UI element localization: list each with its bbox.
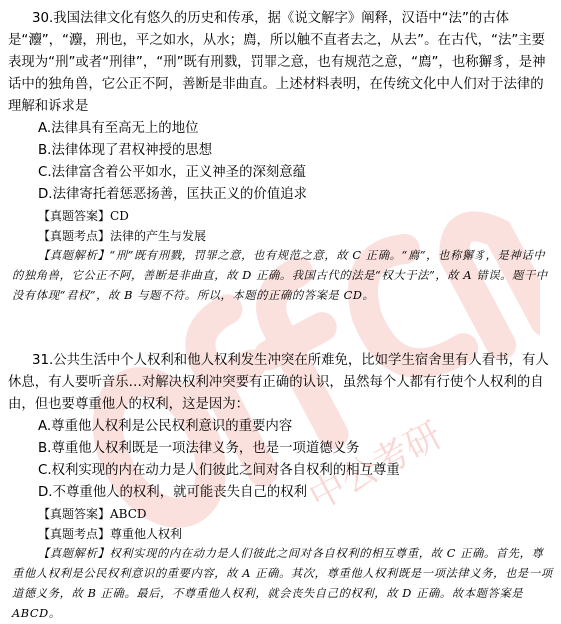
answer-label: 【真题答案】: [38, 209, 111, 223]
question-30-option-c: C.法律富含着公平如水，正义神圣的深刻意蕴: [38, 165, 307, 180]
question-31-answer: [8, 504, 553, 524]
question-31-option-c: C.权利实现的内在动力是人们彼此之间对各自权利的相互尊重: [38, 463, 400, 478]
question-31-option-a: A.尊重他人权利是公民权利意识的重要内容: [38, 419, 293, 434]
question-30-point: [8, 226, 553, 246]
point-value: 法律的产生与发展: [110, 229, 207, 243]
question-30-explanation: [8, 246, 553, 306]
question-31-option-d: D.不尊重他人的权利，就可能丧失自己的权利: [38, 485, 307, 500]
question-30-stem: 30.我国法律文化有悠久的历史和传承，据《说文解字》阐释，汉语中“法”的古体是“灋”，“灋，刑也，平之如水，从水；廌，所以触不直者去之，从去”。在古代，“法”主要表现为“刑”或者“刑律”，“刑”既有刑戮，罚罪之意，也有规范之意，“廌”，也称獬豸，是神话中的独角兽，它公正不阿，善断是非曲直。上述材料表明，在传统文化中人们对于法律的理解和诉求是: [8, 11, 546, 114]
watermark-text: 中公考研: [302, 414, 449, 519]
answer-value: ABCD: [110, 507, 147, 521]
question-30: [8, 8, 553, 306]
question-31-stem: 31.公共生活中个人权利和他人权利发生冲突在所难免，比如学生宿舍里有人看书，有人休息，有人要听音乐…对解决权利冲突要有正确的认识，虽然每个人都有行使个人权利的自由，但也要尊重他人的权利，这是因为：: [8, 353, 549, 412]
explain-label: 【真题解析】: [38, 249, 110, 262]
question-31-option-b: B.尊重他人权利既是一项法律义务，也是一项道德义务: [38, 441, 360, 456]
explain-text: 权利实现的内在动力是人们彼此之间对各自权利的相互尊重，故 C 正确。首先，尊重他人权利是公民权利意识的重要内容，故 A 正确。其次，尊重他人权利既是一项法律义务，也是一项道德义务，故 B 正确。最后，不尊重他人权利，就会丧失自己的权利，故 D 正确。故本题答案是 ABCD。: [12, 547, 553, 620]
question-31-explanation: [8, 544, 553, 624]
explain-text: “刑”既有刑戮，罚罪之意，也有规范之意，故 C 正确。“廌”，也称獬豸，是神话中的独角兽，它公正不阿，善断是非曲直，故 D 正确。我国古代的法是“权大于法”，故 A 错误。题干中没有体现“君权”，故 B 与题不符。所以，本题的正确的答案是 CD。: [12, 249, 548, 302]
question-30-option-d: D.法律寄托着惩恶扬善，匡扶正义的价值追求: [38, 187, 307, 202]
question-31-point: [8, 524, 553, 544]
point-label: 【真题考点】: [38, 229, 111, 243]
question-31: [8, 350, 553, 624]
question-30-answer: [8, 206, 553, 226]
answer-label: 【真题答案】: [38, 507, 111, 521]
answer-value: CD: [110, 209, 129, 223]
point-label: 【真题考点】: [38, 527, 111, 541]
point-value: 尊重他人权利: [110, 527, 183, 541]
question-30-option-a: A.法律具有至高无上的地位: [38, 121, 199, 136]
question-30-option-b: B.法律体现了君权神授的思想: [38, 143, 213, 158]
explain-label: 【真题解析】: [38, 547, 110, 560]
